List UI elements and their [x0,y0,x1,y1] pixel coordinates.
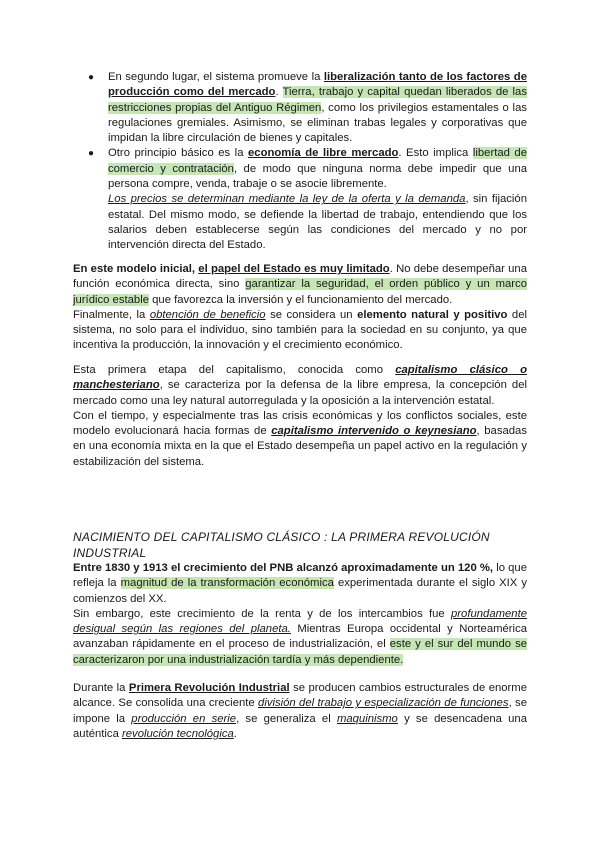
bullet-icon: ● [88,148,95,160]
revolucion-section [73,529,527,668]
paragraph-pnb: Entre 1830 y 1913 el crecimiento del PNB alcanzó aproximadamente un 120 %, lo que refleja la magnitud de la transformación económica experimentada durante el siglo XIX y comienzos del XX. [73,562,528,605]
bullet-section [73,70,527,254]
bullet-item-liberalizacion: ● En segundo lugar, el sistema promueve la liberalización tanto de los factores de producción como del mercado. Tierra, trabajo y capital quedan liberados de las restricciones propias del Antiguo Régimen, como los privilegios estamentales o las regulaciones gremiales. Asimismo, se eliminan trabas legales y corporativas que impidan la libre circulación de bienes y capitales. [88,71,527,145]
section-heading: NACIMIENTO DEL CAPITALISMO CLÁSICO : LA PRIMERA REVOLUCIÓN INDUSTRIAL [73,530,490,560]
bullet-icon: ● [88,72,95,83]
paragraph-capitalismo-clasico: Esta primera etapa del capitalismo, conocida como capitalismo clásico o manchesteriano, se caracteriza por la defensa de la libre empresa, la concepción del mercado como una ley natural autorregulada y la oposición a la intervención estatal. [73,364,527,407]
estado-section [73,262,527,354]
etapa-section [73,363,527,470]
bullet-list [73,70,527,254]
paragraph-capitalismo-keynesiano: Con el tiempo, y especialmente tras las crisis económicas y los conflictos sociales, este modelo evolucionará hacia formas de capitalismo intervenido o keynesiano, basadas en una economía mixta en la que el Estado desempeña un papel activo en la regulación y estabilización del sistema. [73,409,527,468]
paragraph-beneficio: Finalmente, la obtención de beneficio se considera un elemento natural y positivo del sistema, no solo para el individuo, sino también para la sociedad en su conjunto, ya que incentiva la producción, la innovación y el crecimiento económico. [73,308,527,352]
paragraph-estado: En este modelo inicial, el papel del Estado es muy limitado. No debe desempeñar una función económica directa, sino garantizar la seguridad, el orden público y un marco jurídico estable que favorezca la inversión y el funcionamiento del mercado. [73,263,527,306]
paragraph-desigual: Sin embargo, este crecimiento de la renta y de los intercambios fue profundamente desigual según las regiones del planeta. Mientras Europa occidental y Norteamérica avanzaban rápidamente en el proceso de industrialización, el este y el sur del mundo se caracterizaron por una industrialización tardía y más dependiente. [73,607,527,666]
primera-revolucion-section [73,681,527,742]
bullet-item-libre-mercado: ● Otro principio básico es la economía de libre mercado. Esto implica libertad de comercio y contratación, de modo que ninguna norma debe impedir que una persona compre, venda, trabaje o se asocie libremente. Los precios se determinan mediante la ley de la oferta y la demanda, sin fijación estatal. Del mismo modo, se defiende la libertad de trabajo, entendiendo que los salarios deben establecerse según las condiciones del mercado y no por intervención directa del Estado. [88,147,528,252]
paragraph-primera-revolucion: Durante la Primera Revolución Industrial se producen cambios estructurales de enorme alcance. Se consolida una creciente división del trabajo y especialización de funciones, se impone la producción en serie, se generaliza el maquinismo y se desencadena una auténtica revolución tecnológica. [73,682,527,740]
